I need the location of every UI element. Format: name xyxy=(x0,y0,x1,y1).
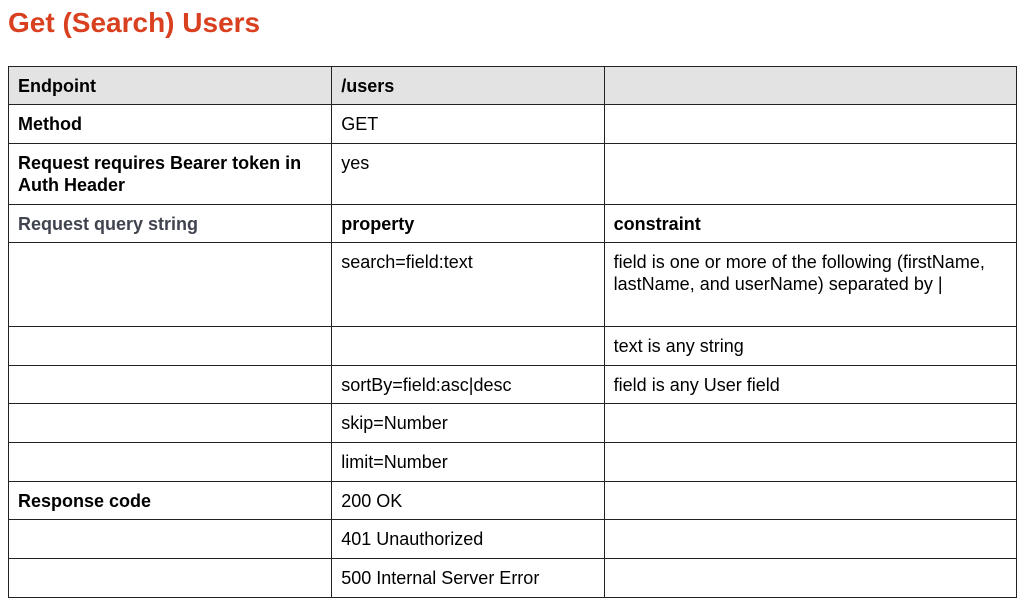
constraint-header: constraint xyxy=(604,205,1016,243)
method-value: GET xyxy=(332,105,604,144)
property-header: property xyxy=(332,205,604,243)
table-row xyxy=(9,404,1017,443)
endpoint-spec-table xyxy=(8,66,1017,598)
query-property: limit=Number xyxy=(332,443,604,482)
table-cell xyxy=(604,482,1016,520)
query-property: sortBy=field:asc|desc xyxy=(332,366,604,404)
header-empty-cell xyxy=(604,67,1016,105)
query-constraint xyxy=(604,443,1016,482)
table-cell xyxy=(9,404,332,443)
query-constraint xyxy=(604,404,1016,443)
method-row xyxy=(9,105,1017,144)
response-code: 401 Unauthorized xyxy=(332,520,604,559)
query-constraint: field is any User field xyxy=(604,366,1016,404)
method-label: Method xyxy=(9,105,332,144)
response-row xyxy=(9,520,1017,559)
method-empty-cell xyxy=(604,105,1016,144)
table-cell xyxy=(9,366,332,404)
table-row xyxy=(9,366,1017,404)
query-header-row xyxy=(9,205,1017,243)
table-cell xyxy=(9,559,332,598)
auth-empty-cell xyxy=(604,144,1016,205)
auth-label: Request requires Bearer token in Auth Header xyxy=(9,144,332,205)
table-cell xyxy=(9,443,332,482)
response-code: 500 Internal Server Error xyxy=(332,559,604,598)
query-property: skip=Number xyxy=(332,404,604,443)
response-row xyxy=(9,559,1017,598)
response-row xyxy=(9,482,1017,520)
query-string-label: Request query string xyxy=(9,205,332,243)
query-property xyxy=(332,327,604,366)
query-property: search=field:text xyxy=(332,243,604,327)
response-code: 200 OK xyxy=(332,482,604,520)
table-cell xyxy=(604,520,1016,559)
page-title: Get (Search) Users xyxy=(8,7,261,38)
response-code-label: Response code xyxy=(9,482,332,520)
table-cell xyxy=(9,327,332,366)
table-row xyxy=(9,443,1017,482)
endpoint-label: Endpoint xyxy=(9,67,332,105)
table-cell xyxy=(9,520,332,559)
auth-value: yes xyxy=(332,144,604,205)
auth-row xyxy=(9,144,1017,205)
table-row xyxy=(9,327,1017,366)
table-header-row xyxy=(9,67,1017,105)
table-row xyxy=(9,243,1017,327)
table-cell xyxy=(604,559,1016,598)
query-constraint: text is any string xyxy=(604,327,1016,366)
table-cell xyxy=(9,243,332,327)
query-constraint: field is one or more of the following (firstName, lastName, and userName) separated by | xyxy=(604,243,1016,327)
endpoint-path: /users xyxy=(332,67,604,105)
